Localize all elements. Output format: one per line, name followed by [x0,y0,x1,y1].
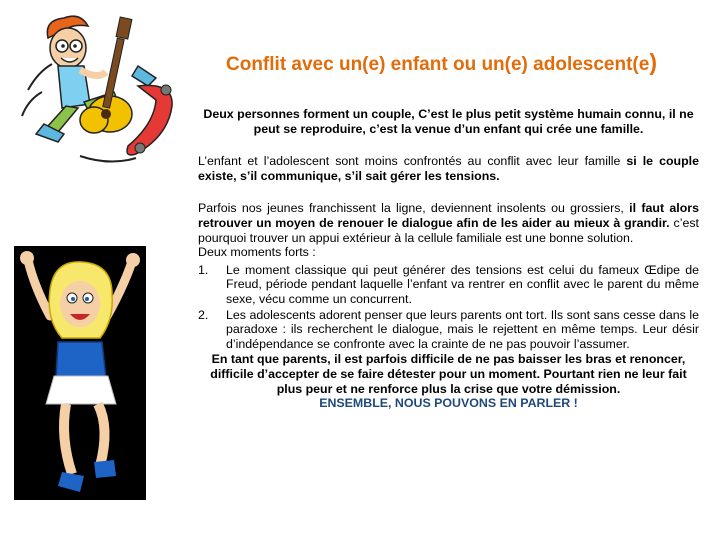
list-item-number: 1. [198,262,209,277]
closing-paragraph: En tant que parents, il est parfois difficile de ne pas baisser les bras et renoncer, difficile d’accepter de se faire détester pour un moment. Pourtant rien ne leur fait plus peur et ne renforce plus la crise que votre démission. [210,352,687,396]
guitar-skateboarder-illustration [18,8,193,170]
dialogue-paragraph [198,201,699,245]
article-body [198,107,699,411]
list-item-text: Les adolescents adorent penser que leurs parents ont tort. Ils sont sans cesse dans le paradoxe : ils recherchent le dialogue, mais le rejettent en même temps. Leur désir d’indépendance se confronte avec la crainte de ne pas pouvoir l’assumer. [226,307,699,351]
page-title-close-paren: ) [649,49,657,75]
dialogue-paragraph-text-end: c’est pourquoi trouver un appui extérieur à la cellule familiale est une bonne solution. [198,215,699,245]
page-title [226,49,706,76]
moments-list [198,263,699,352]
intro-paragraph: Deux personnes forment un couple, C’est le plus petit système humain connu, il ne peut se reproduire, c’est la venue d’un enfant qui crée une famille. [203,107,694,136]
moments-heading: Deux moments forts : [198,245,316,260]
jumping-girl-illustration [14,246,146,500]
list-item [198,263,699,307]
dialogue-paragraph-text: Parfois nos jeunes franchissent la ligne, deviennent insolents ou grossiers, [198,201,630,216]
couple-paragraph [198,154,699,183]
list-item-text: Le moment classique qui peut générer des tensions est celui du fameux Œdipe de Freud, période pendant laquelle l’enfant va rentrer en conflit avec le parent du même sexe, vécu comme un concurrent. [226,262,699,306]
tagline: ENSEMBLE, NOUS POUVONS EN PARLER ! [319,396,578,411]
list-item-number: 2. [198,307,209,322]
page-title-text: Conflit avec un(e) enfant ou un(e) adolescent(e [226,54,650,75]
dialogue-paragraph-emphasis: il faut alors retrouver un moyen de renouer le dialogue afin de les aider au mieux à grandir. [198,201,699,230]
couple-paragraph-emphasis: si le couple existe, s’il communique, s’il sait gérer les tensions. [198,154,700,183]
couple-paragraph-text: L’enfant et l’adolescent sont moins confrontés au conflit avec leur famille [198,154,627,169]
list-item [198,308,699,352]
